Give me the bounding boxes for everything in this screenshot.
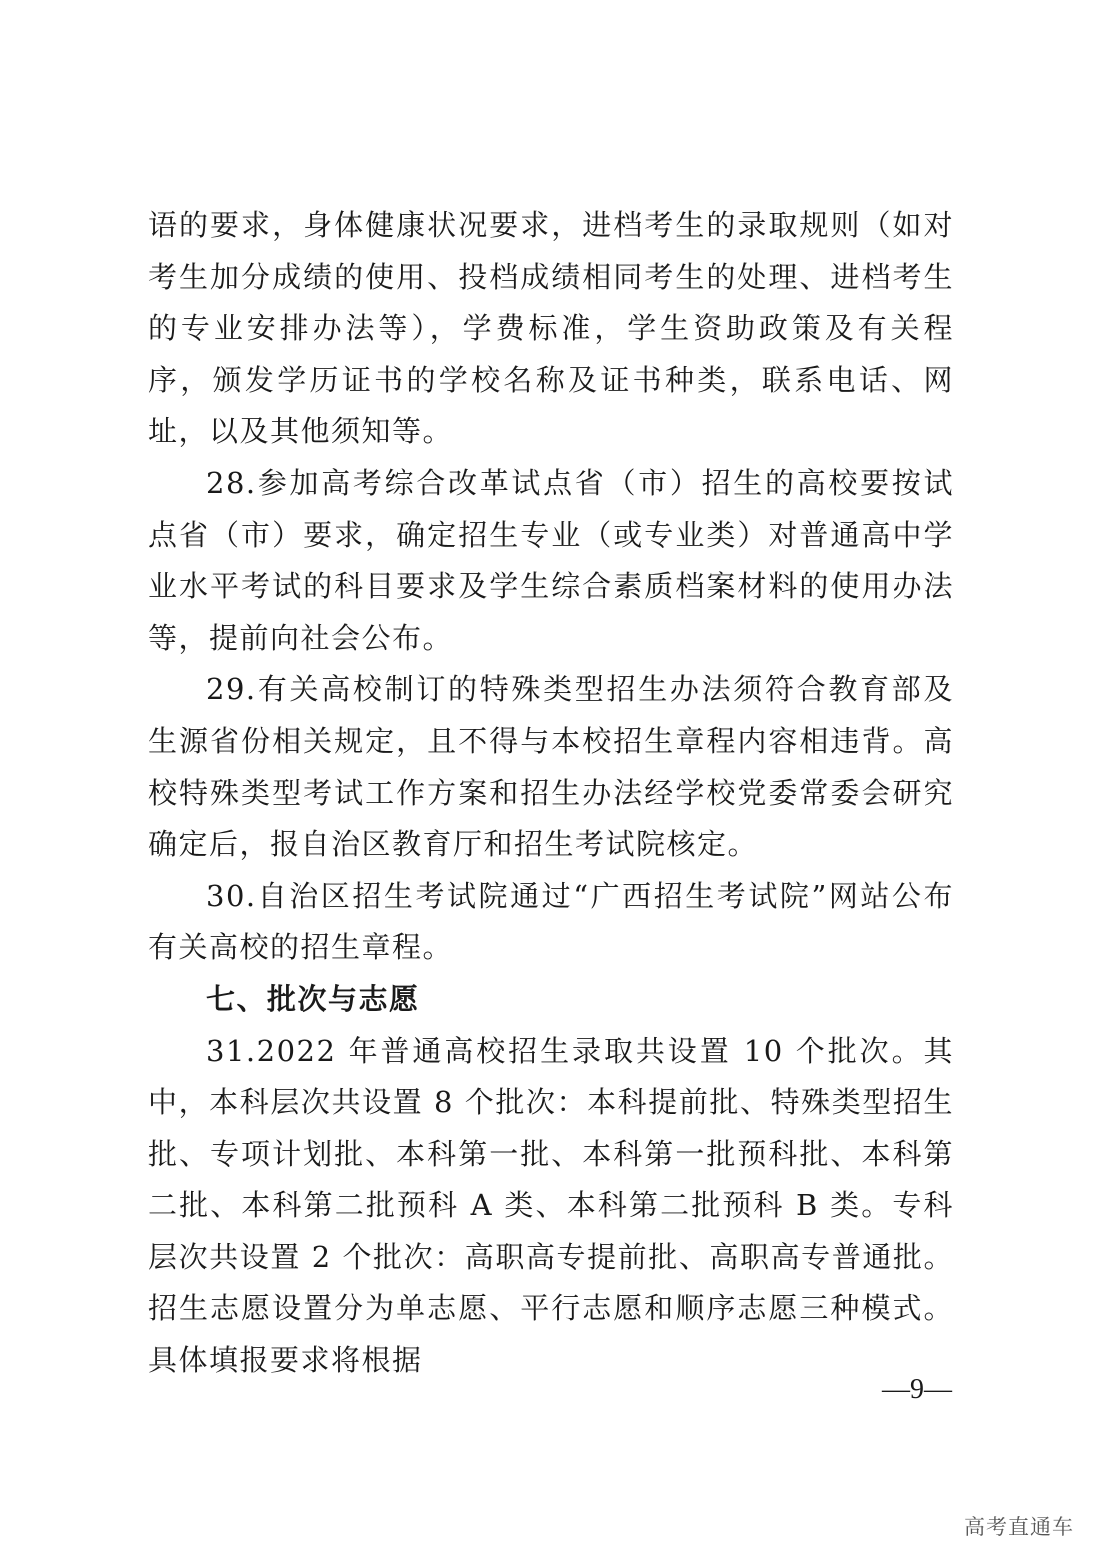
paragraph-continuation: 语的要求，身体健康状况要求，进档考生的录取规则（如对考生加分成绩的使用、投档成绩相同考生的处理、进档考生的专业安排办法等），学费标准，学生资助政策及有关程序，颁发学历证书的学校名称及证书种类，联系电话、网址，以及其他须知等。 [148, 208, 954, 449]
body-text [148, 200, 954, 1387]
paragraph-31: 31.2022 年普通高校招生录取共设置 10 个批次。其中，本科层次共设置 8 个批次：本科提前批、特殊类型招生批、专项计划批、本科第一批、本科第一批预科批、本科第二批、本科第二批预科 A 类、本科第二批预科 B 类。专科层次共设置 2 个批次：高职高专提前批、高职高专普通批。招生志愿设置分为单志愿、平行志愿和顺序志愿三种模式。具体填报要求将根据 [148, 1033, 954, 1378]
watermark: 高考直通车 [964, 1515, 1074, 1539]
page-number: —9— [882, 1374, 952, 1405]
section-heading: 七、批次与志愿 [206, 981, 420, 1016]
paragraph-28: 28.参加高考综合改革试点省（市）招生的高校要按试点省（市）要求，确定招生专业（或专业类）对普通高中学业水平考试的科目要求及学生综合素质档案材料的使用办法等，提前向社会公布。 [148, 465, 954, 655]
paragraph-30: 30.自治区招生考试院通过“广西招生考试院”网站公布有关高校的招生章程。 [148, 878, 954, 965]
paragraph-29: 29.有关高校制订的特殊类型招生办法须符合教育部及生源省份相关规定，且不得与本校招生章程内容相违背。高校特殊类型考试工作方案和招生办法经学校党委常委会研究确定后，报自治区教育厅和招生考试院核定。 [148, 672, 954, 862]
